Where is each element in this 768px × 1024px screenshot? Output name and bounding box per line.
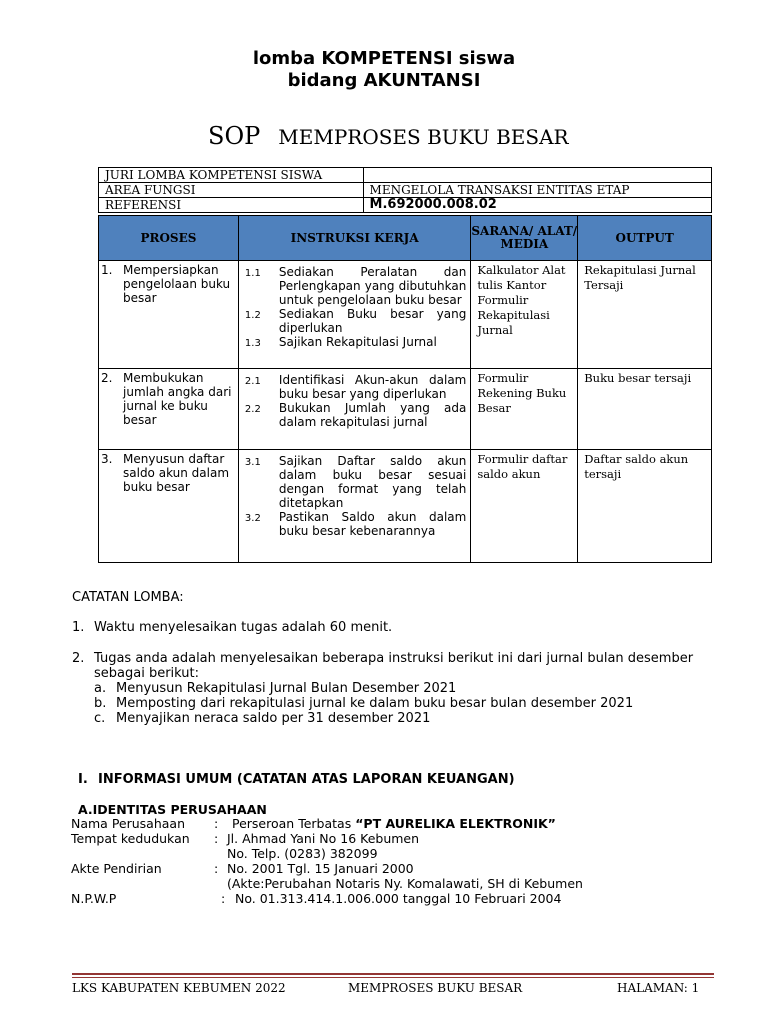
- footer-rule-thin: [72, 977, 714, 978]
- sop-process-table: [98, 215, 712, 563]
- output-text: Daftar saldo akun tersaji: [584, 452, 689, 481]
- step-number: 1.1: [244, 268, 261, 279]
- table-row: [99, 261, 712, 369]
- juri-value: [363, 168, 711, 183]
- step-number: 1.2: [244, 310, 261, 321]
- npwp-value: No. 01.313.414.1.006.000 tanggal 10 Februari 2004: [235, 891, 562, 906]
- proses-text: Membukukan jumlah angka dari jurnal ke buku besar: [123, 371, 232, 427]
- step-text: Sajikan Daftar saldo akun dalam buku besar sesuai dengan format yang telah ditetapkan: [278, 454, 467, 510]
- area-fungsi-value: MENGELOLA TRANSAKSI ENTITAS ETAP: [363, 183, 711, 198]
- step-text: Sediakan Peralatan dan Perlengkapan yang dibutuhkan untuk pengelolaan buku besar: [278, 265, 467, 307]
- referensi-label: REFERENSI: [99, 198, 364, 213]
- akte-note: (Akte:Perubahan Notaris Ny. Komalawati, SH di Kebumen: [227, 876, 583, 891]
- row-number: 2.: [101, 371, 113, 385]
- footer-page: HALAMAN: 1: [617, 981, 700, 995]
- sub-number: c.: [94, 711, 106, 726]
- step-number: 2.1: [244, 376, 261, 387]
- sarana-text: Formulir daftar saldo akun: [477, 452, 568, 481]
- col-instruksi: INSTRUKSI KERJA: [238, 216, 470, 261]
- juri-label: JURI LOMBA KOMPETENSI SISWA: [99, 168, 364, 183]
- list-item: [94, 681, 714, 696]
- colon: :: [214, 861, 219, 876]
- list-item: [94, 696, 714, 711]
- identitas-heading: A.IDENTITAS PERUSAHAAN: [78, 802, 267, 817]
- row-number: 3.: [101, 452, 113, 466]
- step-number: 2.2: [244, 404, 261, 415]
- nama-prefix: Perseroan Terbatas: [232, 816, 356, 831]
- step-number: 3.2: [244, 513, 261, 524]
- output-text: Buku besar tersaji: [584, 371, 692, 385]
- table-row: [99, 450, 712, 563]
- sarana-text: Formulir Rekening Buku Besar: [477, 371, 567, 415]
- title-line-1: lomba KOMPETENSI siswa: [252, 48, 516, 69]
- section-number: I.: [78, 772, 88, 787]
- sop-info-table: [98, 167, 712, 213]
- output-text: Rekapitulasi Jurnal Tersaji: [584, 263, 696, 292]
- colon: :: [221, 891, 226, 906]
- colon: :: [214, 831, 219, 846]
- notes-item-number: 2.: [72, 651, 85, 666]
- section-title: INFORMASI UMUM (CATATAN ATAS LAPORAN KEUANGAN): [98, 772, 515, 787]
- step-text: Identifikasi Akun-akun dalam buku besar yang diperlukan: [278, 373, 467, 401]
- sub-number: b.: [94, 696, 107, 711]
- sop-word: SOP: [208, 122, 261, 150]
- sop-name: MEMPROSES BUKU BESAR: [278, 125, 569, 149]
- notes-sublist: [94, 681, 714, 726]
- notes-item-1: [72, 620, 722, 635]
- akte-label: Akte Pendirian: [71, 861, 162, 876]
- proses-text: Mempersiapkan pengelolaan buku besar: [123, 263, 231, 305]
- step-number: 3.1: [244, 457, 261, 468]
- section-heading: [78, 772, 515, 787]
- title-line-2: bidang AKUNTANSI: [287, 70, 481, 91]
- tempat-label: Tempat kedudukan: [71, 831, 190, 846]
- sarana-text: Kalkulator Alat tulis Kantor Formulir Rekapitulasi Jurnal: [477, 263, 566, 337]
- proses-text: Menyusun daftar saldo akun dalam buku besar: [123, 452, 230, 494]
- notes-item-text: Tugas anda adalah menyelesaikan beberapa instruksi berikut ini dari jurnal bulan desember sebagai berikut:: [94, 651, 694, 681]
- col-proses: PROSES: [99, 216, 239, 261]
- step-number: 1.3: [244, 338, 261, 349]
- nama-label: Nama Perusahaan: [71, 816, 186, 831]
- col-sarana: SARANA/ ALAT/ MEDIA: [471, 216, 578, 261]
- footer-center: MEMPROSES BUKU BESAR: [348, 981, 523, 995]
- footer-rule: [72, 973, 714, 975]
- nama-value: “PT AURELIKA ELEKTRONIK”: [355, 816, 556, 831]
- footer-left: LKS KABUPATEN KEBUMEN 2022: [72, 981, 286, 995]
- step-text: Sediakan Buku besar yang diperlukan: [278, 307, 467, 335]
- col-output: OUTPUT: [578, 216, 712, 261]
- step-text: Bukukan Jumlah yang ada dalam rekapitulasi jurnal: [278, 401, 467, 429]
- step-text: Sajikan Rekapitulasi Jurnal: [278, 335, 437, 349]
- colon: :: [214, 816, 219, 831]
- notes-heading: CATATAN LOMBA:: [72, 590, 184, 605]
- row-number: 1.: [101, 263, 113, 277]
- akte-value: No. 2001 Tgl. 15 Januari 2000: [227, 861, 414, 876]
- list-item: [94, 711, 714, 726]
- sub-text: Menyajikan neraca saldo per 31 desember 2021: [116, 711, 431, 726]
- notes-item-text: Waktu menyelesaikan tugas adalah 60 menit.: [94, 620, 393, 635]
- identitas-block: [71, 817, 721, 907]
- area-fungsi-label: AREA FUNGSI: [99, 183, 364, 198]
- sub-text: Menyusun Rekapitulasi Jurnal Bulan Desember 2021: [116, 681, 457, 696]
- sop-title: [208, 122, 569, 150]
- step-text: Pastikan Saldo akun dalam buku besar kebenarannya: [278, 510, 467, 538]
- telp-value: No. Telp. (0283) 382099: [227, 846, 378, 861]
- table-row: [99, 369, 712, 450]
- tempat-value: Jl. Ahmad Yani No 16 Kebumen: [227, 831, 420, 846]
- notes-item-2: [72, 651, 722, 681]
- referensi-value: M.692000.008.02: [363, 198, 711, 213]
- sub-number: a.: [94, 681, 107, 696]
- notes-item-number: 1.: [72, 620, 85, 635]
- sub-text: Memposting dari rekapitulasi jurnal ke dalam buku besar bulan desember 2021: [116, 696, 634, 711]
- npwp-label: N.P.W.P: [71, 891, 117, 906]
